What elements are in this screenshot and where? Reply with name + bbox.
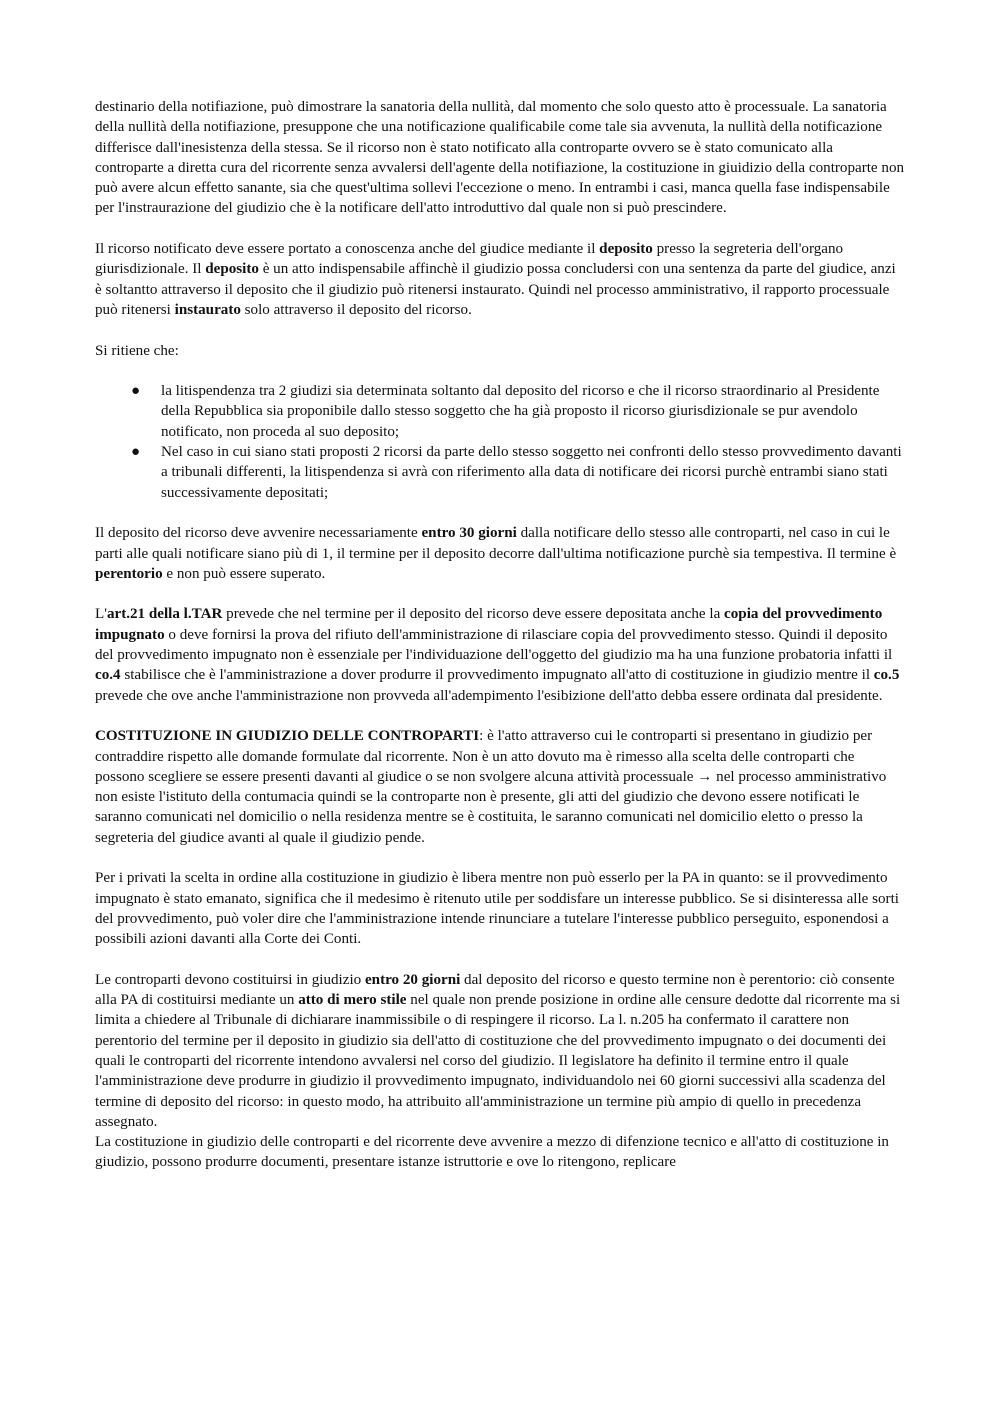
bullet-icon: ● (131, 444, 141, 461)
list-item: ● la litispendenza tra 2 giudizi sia determinata soltanto dal deposito del ricorso e che il ricorso straordinario al Presidente della Repubblica sia proponibile dallo stesso soggetto che ha già proposto il ricorso giurisdizionale se pur avendolo notificato, non proceda al suo deposito; (131, 383, 880, 440)
paragraph-si-ritiene: Si ritiene che: (95, 342, 179, 359)
bold-term: entro 30 giorni (421, 525, 517, 542)
bold-term: co.5 (873, 667, 900, 684)
paragraph-notification-nullity: destinario della notifiazione, può dimostrare la sanatoria della nullità, dal momento che solo questo atto è processuale. La sanatoria della nullità della notifiazione, presuppone che una notificazione qualificabile come tale sia avvenuta, la nullità della notificazione differisce dall'inesistenza della stessa. Se il ricorso non è stato notificato alla controparte ovvero se è stato comunicato alla controparte a diretta cura del ricorrente senza avvalersi dell'agente della notifiazione, la costituzione in giuidizio della controparte non può avere alcun effetto sanante, sia che quest'ultima sollevi l'eccezione o meno. In entrambi i casi, manca quella fase indispensabile per l'instraurazione del giudizio che è la notificare dell'atto introduttivo dal quale non si può prescindere. (95, 99, 905, 217)
paragraph-deposit-term: Il deposito del ricorso deve avvenire necessariamente entro 30 giorni dalla notificare dello stesso alle controparti, nel caso in cui le parti alle quali notificare siano più di 1, il termine per il deposito decorre dall'ultima notificazione purchè sia tempestiva. Il termine è perentorio e non può essere superato. (95, 525, 897, 582)
bullet-icon: ● (131, 383, 141, 400)
bold-term: deposito (599, 241, 653, 258)
bold-term: instaurato (174, 301, 241, 318)
bold-term: atto di mero stile (298, 992, 407, 1009)
bold-term: co.4 (95, 667, 121, 684)
paragraph-privati: Per i privati la scelta in ordine alla costituzione in giudizio è libera mentre non può esserlo per la PA in quanto: se il provvedimento impugnato è stato emanato, significa che il medesimo è ritenuto utile per soddisfare un interesse pubblico. Se si disinteressa alle sorti del provvedimento, può voler dire che l'amministrazione intende rinunciare a tutelare l'interesse pubblico perseguito, esponendosi a possibili azioni davanti alla Corte dei Conti. (95, 870, 899, 948)
paragraph-costituzione: COSTITUZIONE IN GIUDIZIO DELLE CONTROPARTI: è l'atto attraverso cui le controparti si presentano in giudizio per contraddire rispetto alle domande formulate dal ricorrente. Non è un atto dovuto ma è rimesso alla scelta delle controparti che possono scegliere se essere presenti davanti al giudice o se non svolgere alcuna attività processuale → nel processo amministrativo non esiste l'istituto della contumacia quindi se la controparte non è presente, gli atti del giudizio che devono essere notificati le saranno comunicati nel domicilio o nella residenza mentre se è costituita, le saranno comunicati nel domicilio eletto o presso la segreteria del giudice avanti al quale il giudizio pende. (95, 728, 887, 846)
paragraph-deposit: Il ricorso notificato deve essere portato a conoscenza anche del giudice mediante il deposito presso la segreteria dell'organo giurisdizionale. Il deposito è un atto indispensabile affinchè il giudizio possa concludersi con una sentenza da parte del giudice, anzi è soltantto attraverso il deposito che il giudizio può ritenersi instaurato. Quindi nel processo amministrativo, il rapporto processuale può ritenersi instaurato solo attraverso il deposito del ricorso. (95, 241, 896, 318)
bold-term: entro 20 giorni (364, 971, 461, 988)
paragraph-controparti-term: Le controparti devono costituirsi in giudizio entro 20 giorni dal deposito del ricorso e questo termine non è perentorio: ciò consente alla PA di costituirsi mediante un atto di mero stile nel quale non prende posizione in ordine alle censure dedotte dal ricorrente ma si limita a chiedere al Tribunale di dichiarare inammissibile o di respingere il ricorso. La l. n.205 ha confermato il carattere non perentorio del termine per il deposito in giudizio sia dell'atto di costituzione che del provvedimento impugnato o dei documenti dei quali le controparti del ricorrente intendono avvalersi nel corso del giudizio. Il legislatore ha definito il termine entro il quale l'amministrazione deve produrre in giudizio il provvedimento impugnato, individuandolo nei 60 giorni successivi alla scadenza del termine di deposito del ricorso: in questo modo, ha attribuito all'amministrazione un termine più ampio di quello in precedenza assegnato. (95, 971, 901, 1130)
bold-term: art.21 della l.TAR (106, 606, 223, 623)
paragraph-difesa-tecnica: La costituzione in giudizio delle controparti e del ricorrente deve avvenire a mezzo di difenzione tecnico e all'atto di costituzione in giudizio, possono produrre documenti, presentare istanze istruttorie e ove lo ritengono, replicare (95, 1134, 889, 1171)
section-heading: COSTITUZIONE IN GIUDIZIO DELLE CONTROPARTI (95, 728, 480, 745)
bold-term: copia del provvedimento impugnato (95, 606, 883, 643)
document-page (95, 97, 905, 1173)
paragraph-art21: L'art.21 della l.TAR prevede che nel termine per il deposito del ricorso deve essere depositata anche la copia del provvedimento impugnato o deve fornirsi la prova del rifiuto dell'amministrazione di rilasciare copia del provvedimento stesso. Quindi il deposito del provvedimento impugnato non è essenziale per l'individuazione dell'oggetto del giudizio ma ha una funzione probatoria infatti il co.4 stabilisce che è l'amministrazione a dover produrre il provvedimento impugnato all'atto di costituzione in giudizio mentre il co.5 prevede che ove anche l'amministrazione non provveda all'adempimento l'esibizione dell'atto debba essere ordinata dal presidente. (95, 606, 900, 704)
list-item: ● Nel caso in cui siano stati proposti 2 ricorsi da parte dello stesso soggetto nei confronti dello stesso provvedimento davanti a tribunali differenti, la litispendenza si avrà con riferimento alla data di notificare dei ricorsi purchè entrambi siano stati successivamente depositati; (131, 444, 902, 501)
bold-term: deposito (205, 261, 259, 278)
bullet-list (95, 381, 905, 503)
bold-term: perentorio (95, 565, 163, 582)
